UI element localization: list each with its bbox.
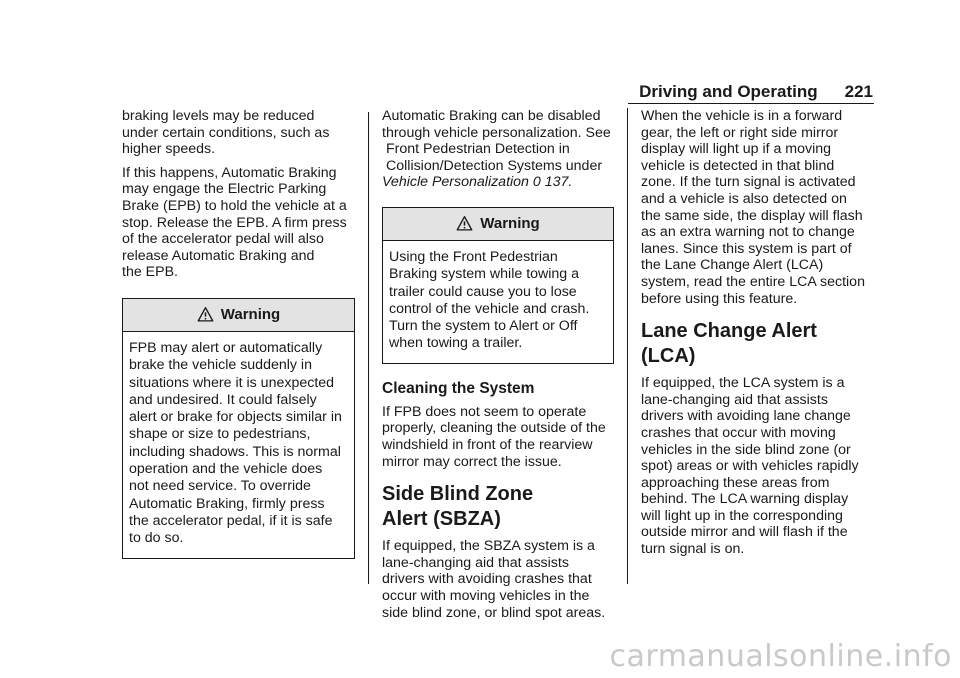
header-rule [628,103,874,104]
column-1 [122,108,355,559]
cross-reference-link[interactable]: Vehicle Personalization [382,174,529,191]
warning-icon [197,306,214,323]
page-reference[interactable]: 0 137. [532,174,573,191]
warning-title: Warning [220,305,281,323]
paragraph: If equipped, the LCA system is a lane-changing aid that assists drivers with avoiding lane change crashes that occur with moving vehicles in the side blind zone (or spot) areas or with vehicles rapidly approaching these areas from behind. The LCA warning display will light up in the corresponding outside mirror and will flash if the turn signal is on. [641,375,859,558]
section-title: Driving and Operating [639,82,818,101]
cross-reference: Collision/Detection Systems under [386,157,603,174]
heading-lca: Lane Change Alert (LCA) [641,320,817,368]
column-divider-2 [627,108,628,584]
paragraph: When the vehicle is in a forward gear, the left or right side mirror display will light up if a moving vehicle is detected in that blind zone. If the turn signal is activated and a vehicle is also detected on the same side, the display will flash as an extra warning not to change lanes. Since this system is part of the Lane Change Alert (LCA) system, read the entire LCA section before using this feature. [641,108,865,307]
warning-header [383,208,613,241]
paragraph: If equipped, the SBZA system is a lane-changing aid that assists drivers with avoiding crashes that occur with moving vehicles in the side blind zone, or blind spot areas. [382,538,606,621]
cross-reference: Front Pedestrian Detection in [386,141,570,158]
paragraph: Automatic Braking can be disabled through vehicle personalization. See Front Pedestrian Detection in Collision/Detection Systems under Vehicle Personalization 0 137. [382,108,611,191]
subheading-cleaning: Cleaning the System [382,379,535,397]
warning-icon [456,215,473,232]
warning-text: Using the Front Pedestrian Braking system while towing a trailer could cause you to lose control of the vehicle and crash. Turn the system to Alert or Off when towing a trailer. [389,248,590,352]
warning-box [382,207,614,364]
column-3 [641,108,876,558]
column-2 [382,108,614,621]
paragraph: If this happens, Automatic Braking may engage the Electric Parking Brake (EPB) to hold the vehicle at a stop. Release the EPB. A firm press of the accelerator pedal will also release Automatic Braking and the EPB. [122,164,347,281]
heading-sbza: Side Blind Zone Alert (SBZA) [382,483,534,531]
paragraph: If FPB does not seem to operate properly, cleaning the outside of the windshield in front of the rearview mirror may correct the issue. [382,403,606,470]
page-number: 221 [844,82,873,101]
paragraph: braking levels may be reduced under certain conditions, such as higher speeds. [122,108,330,158]
column-divider-1 [368,112,369,584]
watermark: carmanualsonline.info [609,639,952,674]
warning-title: Warning [480,214,540,232]
warning-text: FPB may alert or automatically brake the vehicle suddenly in situations where it is unexpected and undesired. It could falsely alert or brake for objects similar in shape or size to pedestrians, including shadows. This is normal operation and the vehicle does not need service. To override Automatic Braking, firmly press the accelerator pedal, if it is safe to do so. [129,339,342,547]
warning-header [123,299,354,332]
warning-box [122,298,355,559]
